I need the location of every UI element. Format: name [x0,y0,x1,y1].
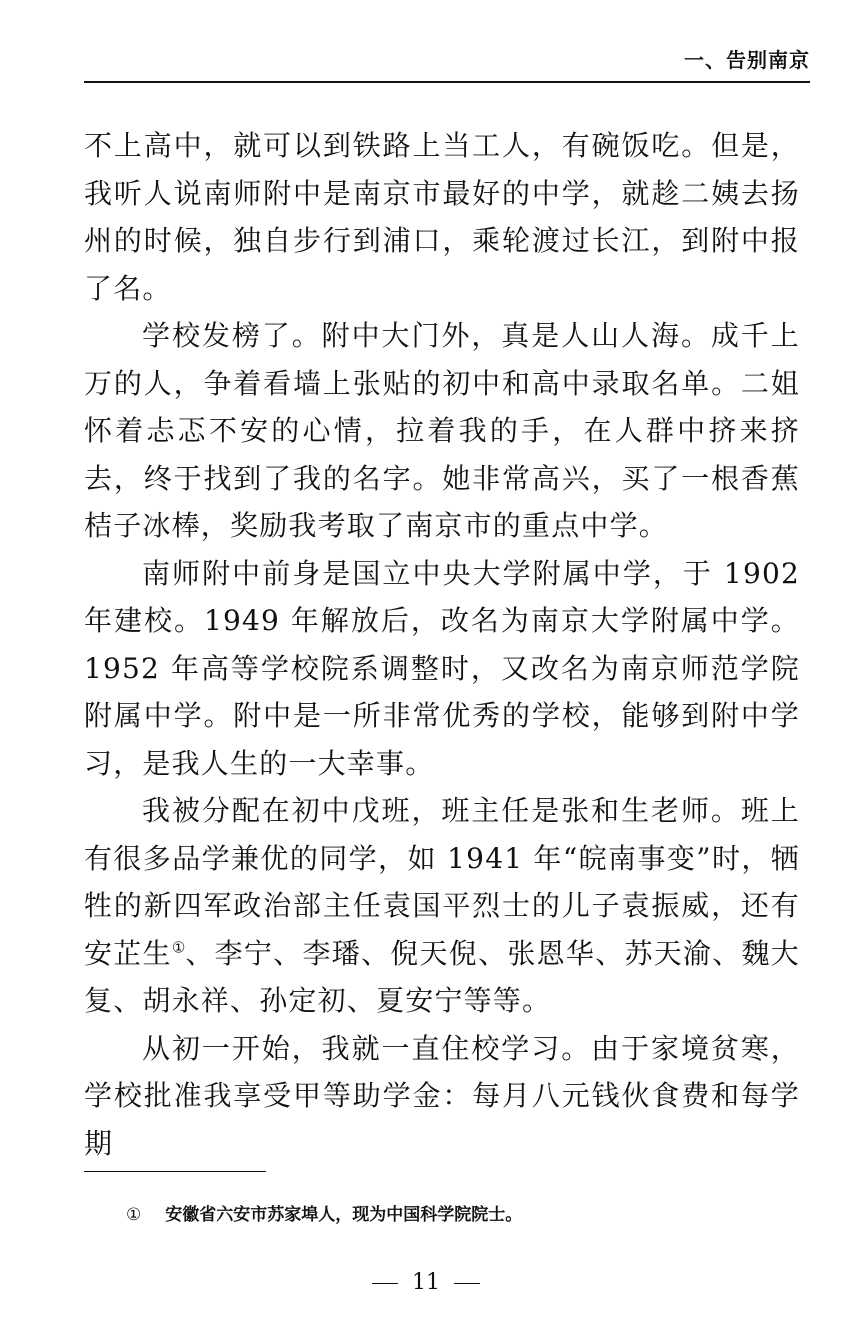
page-number-left-dash [372,1283,398,1284]
paragraph-5: 从初一开始，我就一直住校学习。由于家境贫寒，学校批准我享受甲等助学金：每月八元钱伙食费和每学期 [84,1031,800,1160]
body-text [84,122,800,1167]
page-number-right-dash [454,1283,480,1284]
footnote-divider [84,1171,266,1172]
paragraph-2: 学校发榜了。附中大门外，真是人山人海。成千上万的人，争着看墙上张贴的初中和高中录取名单。二姐怀着忐忑不安的心情，拉着我的手，在人群中挤来挤去，终于找到了我的名字。她非常高兴，买了一根香蕉桔子冰棒，奖励我考取了南京市的重点中学。 [84,319,800,542]
footnote-reference: ① [171,938,186,957]
paragraph-1: 不上高中，就可以到铁路上当工人，有碗饭吃。但是，我听人说南师附中是南京市最好的中学，就趁二姨去扬州的时候，独自步行到浦口，乘轮渡过长江，到附中报了名。 [84,129,800,305]
paragraph-4-text-after: 、李宁、李璠、倪天倪、张恩华、苏天渝、魏大复、胡永祥、孙定初、夏安宁等等。 [84,936,801,1017]
footnote-text: 安徽省六安市苏家埠人，现为中国科学院院士。 [165,1205,523,1225]
paragraph-4-text-before: 我被分配在初中戊班，班主任是张和生老师。班上有很多品学兼优的同学，如 1941 年“皖南事变”时，牺牲的新四军政治部主任袁国平烈士的儿子袁振威，还有安芷生 [84,794,800,970]
page-number [0,1270,852,1295]
paragraph-4 [84,787,800,1025]
header-rule [84,81,810,83]
footnote-mark: ① [126,1205,142,1225]
paragraph-3: 南师附中前身是国立中央大学附属中学，于 1902 年建校。1949 年解放后，改名为南京大学附属中学。1952 年高等学校院系调整时，又改名为南京师范学院附属中学。附中是一所非常优秀的学校，能够到附中学习，是我人生的一大幸事。 [84,556,800,780]
running-header: 一、告别南京 [684,48,810,72]
page-number-value: 11 [412,1270,440,1295]
footnote [126,1200,522,1225]
